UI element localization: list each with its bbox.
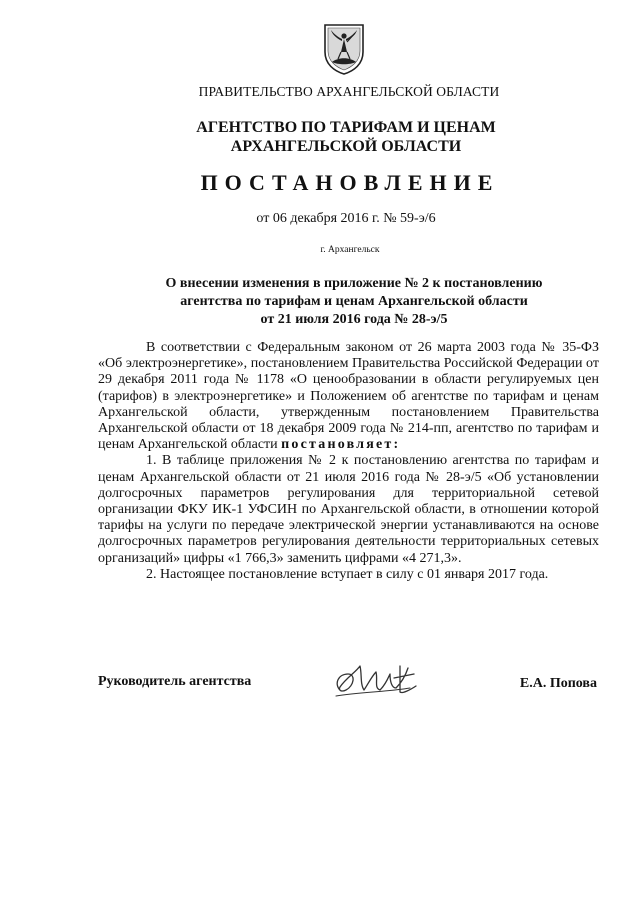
item-1-paragraph: 1. В таблице приложения № 2 к постановлению агентства по тарифам и ценам Архангельской области от 21 июля 2016 года № 28-э/5 «Об установлении долгосрочных параметров регулирования для территориальной сетевой организации ФКУ ИК-1 УФСИН по Архангельской области, в отношении которой тарифы на услуги по передаче электрической энергии устанавливаются на основе долгосрочных параметров регулирования деятельности территориальных сетевых организаций» цифры «1 766,3» заменить цифрами «4 271,3».: [98, 453, 599, 566]
document-city: г. Архангельск: [320, 245, 380, 255]
agency-name-line-1: АГЕНТСТВО ПО ТАРИФАМ И ЦЕНАМ: [196, 119, 496, 136]
signatory-name: Е.А. Попова: [519, 676, 597, 691]
subject-line-1: О внесении изменения в приложение № 2 к постановлению: [165, 276, 543, 291]
decree-word: постановляет:: [281, 437, 401, 453]
document-date-number: от 06 декабря 2016 г. № 59-э/6: [256, 211, 436, 226]
subject-line-2: агентства по тарифам и ценам Архангельской области: [180, 294, 528, 309]
document-body: [98, 340, 599, 583]
item-2-paragraph: 2. Настоящее постановление вступает в силу с 01 января 2017 года.: [146, 566, 549, 582]
signatory-role: Руководитель агентства: [98, 674, 252, 689]
subject-line-3: от 21 июля 2016 года № 28-э/5: [260, 312, 448, 327]
preamble-text: В соответствии с Федеральным законом от 26 марта 2003 года № 35-ФЗ «Об электроэнергетике», постановлением Правительства Российской Федерации от 29 декабря 2011 года № 1178 «О ценообразовании в области регулируемых цен (тарифов) в электроэнергетике» и Положением об агентстве по тарифам и ценам Архангельской области, утвержденным постановлением Правительства Архангельской области от 18 декабря 2009 года № 214-пп, агентство по тарифам и ценам Архангельской области: [98, 340, 599, 453]
coat-of-arms-icon: [322, 22, 366, 76]
handwritten-signature-icon: [330, 660, 422, 704]
preamble-paragraph: [98, 340, 599, 453]
document-subject: [0, 275, 640, 329]
agency-name: [0, 118, 640, 156]
signature-block: [98, 668, 599, 708]
document-title: ПОСТАНОВЛЕНИЕ: [200, 170, 500, 195]
agency-name-line-2: АРХАНГЕЛЬСКОЙ ОБЛАСТИ: [230, 138, 462, 155]
government-name: ПРАВИТЕЛЬСТВО АРХАНГЕЛЬСКОЙ ОБЛАСТИ: [198, 84, 500, 99]
